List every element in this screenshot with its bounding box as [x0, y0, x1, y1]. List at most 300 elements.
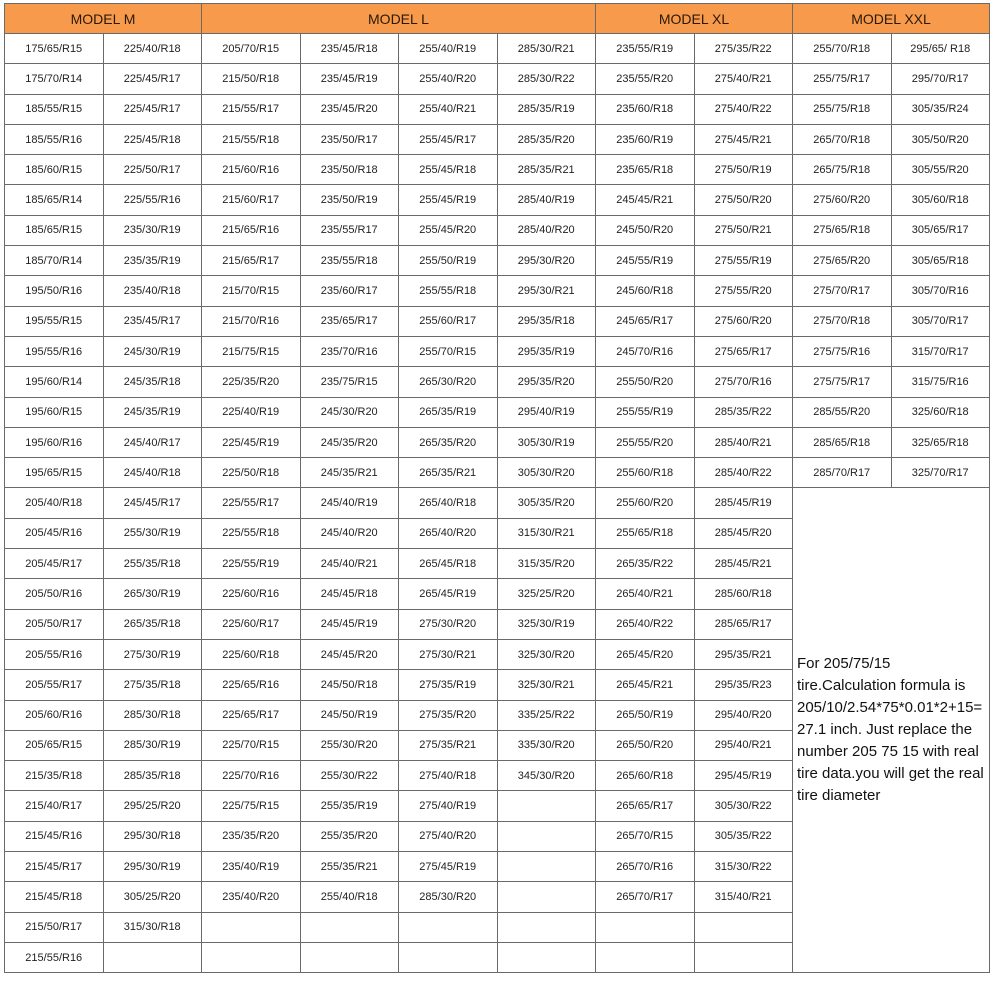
tire-size-cell: 215/55/R18: [202, 124, 301, 154]
tire-size-cell: 245/35/R20: [300, 427, 399, 457]
tire-size-cell: 265/70/R15: [596, 821, 695, 851]
tire-size-cell: 275/30/R21: [399, 639, 498, 669]
tire-size-cell: 335/25/R22: [497, 700, 596, 730]
tire-size-cell: 285/45/R21: [694, 549, 793, 579]
tire-size-cell: 235/40/R18: [103, 276, 202, 306]
tire-size-cell: 195/55/R15: [5, 306, 104, 336]
tire-size-cell: 215/75/R15: [202, 336, 301, 366]
tire-size-cell: 265/45/R19: [399, 579, 498, 609]
tire-size-cell: 285/30/R21: [497, 34, 596, 64]
tire-size-cell: 285/40/R20: [497, 215, 596, 245]
tire-size-cell: 295/65/ R18: [891, 34, 990, 64]
tire-size-cell: 235/40/R19: [202, 852, 301, 882]
tire-size-cell: 235/60/R17: [300, 276, 399, 306]
tire-size-cell: 185/65/R14: [5, 185, 104, 215]
tire-size-cell: 285/40/R21: [694, 427, 793, 457]
table-row: [5, 367, 990, 397]
tire-size-cell: 235/45/R18: [300, 34, 399, 64]
tire-size-cell: 225/60/R17: [202, 609, 301, 639]
tire-size-cell: 245/40/R18: [103, 458, 202, 488]
tire-size-cell: 225/55/R19: [202, 549, 301, 579]
tire-size-cell: 275/40/R21: [694, 64, 793, 94]
tire-size-cell: 235/75/R15: [300, 367, 399, 397]
tire-size-cell: 295/40/R19: [497, 397, 596, 427]
tire-size-cell: 205/50/R17: [5, 609, 104, 639]
table-row: [5, 336, 990, 366]
tire-size-cell: 245/50/R20: [596, 215, 695, 245]
tire-size-cell: 285/65/R18: [793, 427, 892, 457]
model-header-model-xl: MODEL XL: [596, 4, 793, 34]
tire-size-cell: 235/50/R19: [300, 185, 399, 215]
tire-size-cell: 225/65/R16: [202, 670, 301, 700]
tire-size-cell: 225/55/R17: [202, 488, 301, 518]
tire-size-cell: 175/65/R15: [5, 34, 104, 64]
tire-size-cell: 225/70/R16: [202, 761, 301, 791]
tire-size-cell: 315/75/R16: [891, 367, 990, 397]
tire-size-cell: 255/40/R21: [399, 94, 498, 124]
tire-size-cell: 225/45/R18: [103, 124, 202, 154]
tire-size-cell: 235/30/R19: [103, 215, 202, 245]
tire-size-cell: 265/45/R18: [399, 549, 498, 579]
tire-size-cell: 215/40/R17: [5, 791, 104, 821]
tire-size-cell: 275/50/R20: [694, 185, 793, 215]
tire-size-cell: 315/30/R21: [497, 518, 596, 548]
tire-size-cell: 325/65/R18: [891, 427, 990, 457]
tire-size-cell: 255/40/R20: [399, 64, 498, 94]
tire-size-cell: 275/65/R20: [793, 246, 892, 276]
tire-size-cell: 255/30/R22: [300, 761, 399, 791]
tire-size-cell: 305/50/R20: [891, 124, 990, 154]
tire-size-cell: 315/35/R20: [497, 549, 596, 579]
tire-size-cell: 315/70/R17: [891, 336, 990, 366]
tire-size-cell: [694, 942, 793, 972]
tire-size-cell: 245/55/R19: [596, 246, 695, 276]
tire-size-cell: 195/50/R16: [5, 276, 104, 306]
table-row: [5, 246, 990, 276]
tire-size-cell: 255/50/R20: [596, 367, 695, 397]
tire-size-cell: 265/70/R18: [793, 124, 892, 154]
tire-size-cell: 285/30/R20: [399, 882, 498, 912]
tire-size-cell: 285/30/R18: [103, 700, 202, 730]
tire-size-cell: 195/60/R15: [5, 397, 104, 427]
tire-size-cell: 275/35/R19: [399, 670, 498, 700]
tire-size-cell: 245/40/R20: [300, 518, 399, 548]
tire-size-cell: 265/70/R17: [596, 882, 695, 912]
tire-size-cell: 215/60/R16: [202, 155, 301, 185]
tire-size-cell: [497, 791, 596, 821]
tire-size-cell: 325/60/R18: [891, 397, 990, 427]
model-header-row: [5, 4, 990, 34]
tire-size-cell: 255/55/R19: [596, 397, 695, 427]
tire-size-cell: 265/30/R20: [399, 367, 498, 397]
table-row: [5, 64, 990, 94]
tire-size-cell: 215/50/R17: [5, 912, 104, 942]
tire-size-cell: 185/65/R15: [5, 215, 104, 245]
tire-size-cell: [300, 942, 399, 972]
tire-size-cell: 295/70/R17: [891, 64, 990, 94]
tire-size-cell: [497, 942, 596, 972]
tire-size-cell: [497, 912, 596, 942]
tire-size-cell: 205/55/R16: [5, 639, 104, 669]
tire-size-cell: 315/30/R22: [694, 852, 793, 882]
tire-size-cell: 225/45/R17: [103, 64, 202, 94]
diameter-formula-note: For 205/75/15 tire.Calculation formula is 205/10/2.54*75*0.01*2+15=27.1 inch. Just replace the number 205 75 15 with real tire data.you will get the real tire diameter: [793, 488, 990, 973]
tire-size-cell: [497, 852, 596, 882]
tire-size-cell: 205/70/R15: [202, 34, 301, 64]
tire-size-cell: 225/50/R17: [103, 155, 202, 185]
tire-size-cell: 295/35/R20: [497, 367, 596, 397]
tire-size-cell: 275/35/R21: [399, 730, 498, 760]
tire-size-cell: 305/25/R20: [103, 882, 202, 912]
tire-size-cell: 205/45/R17: [5, 549, 104, 579]
tire-size-cell: 265/50/R20: [596, 730, 695, 760]
tire-size-cell: 255/55/R18: [399, 276, 498, 306]
tire-size-cell: 305/30/R19: [497, 427, 596, 457]
tire-size-cell: 245/35/R18: [103, 367, 202, 397]
tire-size-cell: 255/65/R18: [596, 518, 695, 548]
tire-size-cell: 225/65/R17: [202, 700, 301, 730]
tire-size-cell: 265/40/R20: [399, 518, 498, 548]
tire-size-cell: 285/30/R19: [103, 730, 202, 760]
tire-size-cell: 265/45/R21: [596, 670, 695, 700]
tire-size-cell: 275/55/R20: [694, 276, 793, 306]
tire-size-cell: 295/30/R18: [103, 821, 202, 851]
tire-size-cell: 325/25/R20: [497, 579, 596, 609]
tire-size-cell: 275/60/R20: [694, 306, 793, 336]
tire-size-cell: 215/50/R18: [202, 64, 301, 94]
tire-size-cell: 275/40/R18: [399, 761, 498, 791]
tire-size-cell: 285/30/R22: [497, 64, 596, 94]
tire-size-cell: 255/60/R17: [399, 306, 498, 336]
tire-size-cell: 235/55/R17: [300, 215, 399, 245]
table-row: [5, 124, 990, 154]
tire-size-cell: 295/35/R23: [694, 670, 793, 700]
tire-size-cell: 245/65/R17: [596, 306, 695, 336]
tire-size-cell: 245/45/R19: [300, 609, 399, 639]
tire-size-cell: 305/35/R22: [694, 821, 793, 851]
tire-size-cell: 285/55/R20: [793, 397, 892, 427]
tire-size-cell: 305/35/R24: [891, 94, 990, 124]
table-row: [5, 488, 990, 518]
tire-size-cell: 295/30/R21: [497, 276, 596, 306]
tire-size-cell: 255/45/R17: [399, 124, 498, 154]
tire-size-cell: 265/35/R18: [103, 609, 202, 639]
tire-size-cell: 305/65/R18: [891, 246, 990, 276]
tire-size-cell: 265/50/R19: [596, 700, 695, 730]
tire-size-cell: 255/60/R18: [596, 458, 695, 488]
tire-size-cell: 255/75/R18: [793, 94, 892, 124]
tire-size-cell: 245/40/R21: [300, 549, 399, 579]
tire-size-cell: 325/30/R20: [497, 639, 596, 669]
tire-size-cell: 275/45/R19: [399, 852, 498, 882]
tire-size-cell: 185/55/R15: [5, 94, 104, 124]
tire-size-cell: 235/50/R18: [300, 155, 399, 185]
table-row: [5, 94, 990, 124]
tire-size-cell: [497, 821, 596, 851]
tire-size-cell: 255/70/R15: [399, 336, 498, 366]
tire-size-cell: 245/35/R21: [300, 458, 399, 488]
tire-size-cell: 275/50/R21: [694, 215, 793, 245]
tire-size-cell: [202, 942, 301, 972]
tire-size-cell: 235/60/R19: [596, 124, 695, 154]
tire-size-cell: 255/40/R18: [300, 882, 399, 912]
tire-size-cell: 195/60/R14: [5, 367, 104, 397]
tire-size-cell: 245/60/R18: [596, 276, 695, 306]
tire-size-cell: 185/55/R16: [5, 124, 104, 154]
tire-size-cell: 295/35/R21: [694, 639, 793, 669]
tire-size-cell: 245/50/R19: [300, 700, 399, 730]
tire-size-cell: 275/35/R20: [399, 700, 498, 730]
tire-size-cell: 295/30/R20: [497, 246, 596, 276]
table-row: [5, 397, 990, 427]
tire-size-cell: 265/70/R16: [596, 852, 695, 882]
tire-size-cell: 275/40/R20: [399, 821, 498, 851]
tire-size-cell: 245/45/R17: [103, 488, 202, 518]
tire-size-cell: 265/75/R18: [793, 155, 892, 185]
tire-size-cell: 275/75/R16: [793, 336, 892, 366]
tire-size-cell: 235/35/R20: [202, 821, 301, 851]
tire-size-cell: 305/60/R18: [891, 185, 990, 215]
tire-size-cell: [103, 942, 202, 972]
table-row: [5, 427, 990, 457]
tire-size-cell: 265/35/R20: [399, 427, 498, 457]
tire-size-cell: 215/55/R17: [202, 94, 301, 124]
tire-size-cell: 225/70/R15: [202, 730, 301, 760]
tire-size-cell: [399, 912, 498, 942]
tire-size-cell: 285/35/R22: [694, 397, 793, 427]
table-row: [5, 215, 990, 245]
tire-size-cell: 285/45/R20: [694, 518, 793, 548]
tire-size-cell: 275/45/R21: [694, 124, 793, 154]
tire-size-cell: 285/35/R19: [497, 94, 596, 124]
tire-size-cell: 255/40/R19: [399, 34, 498, 64]
tire-size-cell: 235/55/R18: [300, 246, 399, 276]
tire-size-cell: 345/30/R20: [497, 761, 596, 791]
tire-size-cell: 255/60/R20: [596, 488, 695, 518]
tire-size-cell: 305/70/R17: [891, 306, 990, 336]
tire-size-cell: 335/30/R20: [497, 730, 596, 760]
tire-size-cell: 235/35/R19: [103, 246, 202, 276]
tire-size-cell: 235/40/R20: [202, 882, 301, 912]
tire-size-cell: 225/45/R17: [103, 94, 202, 124]
tire-size-cell: 255/30/R20: [300, 730, 399, 760]
table-row: [5, 458, 990, 488]
tire-size-cell: 205/50/R16: [5, 579, 104, 609]
tire-size-cell: 285/40/R22: [694, 458, 793, 488]
tire-size-cell: 225/40/R19: [202, 397, 301, 427]
tire-size-cell: 285/35/R18: [103, 761, 202, 791]
tire-size-cell: 235/45/R19: [300, 64, 399, 94]
tire-size-cell: 205/60/R16: [5, 700, 104, 730]
tire-size-cell: 275/50/R19: [694, 155, 793, 185]
tire-size-table: [4, 3, 990, 973]
tire-size-cell: 255/35/R20: [300, 821, 399, 851]
tire-size-cell: 265/40/R21: [596, 579, 695, 609]
tire-size-cell: 245/45/R21: [596, 185, 695, 215]
tire-size-cell: 265/35/R19: [399, 397, 498, 427]
tire-size-cell: 235/65/R17: [300, 306, 399, 336]
tire-size-cell: 195/65/R15: [5, 458, 104, 488]
tire-size-cell: 255/75/R17: [793, 64, 892, 94]
tire-size-cell: 205/40/R18: [5, 488, 104, 518]
tire-size-cell: 195/55/R16: [5, 336, 104, 366]
tire-size-cell: 255/35/R21: [300, 852, 399, 882]
tire-size-cell: 305/30/R20: [497, 458, 596, 488]
tire-size-cell: 285/70/R17: [793, 458, 892, 488]
tire-size-cell: 255/45/R20: [399, 215, 498, 245]
tire-size-cell: 225/55/R16: [103, 185, 202, 215]
tire-size-cell: 185/70/R14: [5, 246, 104, 276]
tire-size-cell: 215/45/R16: [5, 821, 104, 851]
tire-size-cell: 215/55/R16: [5, 942, 104, 972]
tire-size-cell: 275/70/R16: [694, 367, 793, 397]
tire-size-cell: 225/35/R20: [202, 367, 301, 397]
tire-size-cell: 225/45/R19: [202, 427, 301, 457]
tire-size-cell: 245/30/R19: [103, 336, 202, 366]
tire-size-cell: 325/70/R17: [891, 458, 990, 488]
tire-size-cell: 275/70/R17: [793, 276, 892, 306]
tire-size-cell: 295/40/R20: [694, 700, 793, 730]
tire-size-cell: 285/35/R20: [497, 124, 596, 154]
tire-size-cell: 215/45/R18: [5, 882, 104, 912]
tire-size-cell: 215/70/R15: [202, 276, 301, 306]
tire-size-cell: 275/60/R20: [793, 185, 892, 215]
tire-size-cell: 315/40/R21: [694, 882, 793, 912]
tire-size-cell: 325/30/R21: [497, 670, 596, 700]
tire-size-cell: 285/45/R19: [694, 488, 793, 518]
tire-size-cell: 185/60/R15: [5, 155, 104, 185]
tire-size-cell: 275/70/R18: [793, 306, 892, 336]
tire-size-cell: 265/35/R21: [399, 458, 498, 488]
tire-size-cell: 235/70/R16: [300, 336, 399, 366]
tire-size-cell: [399, 942, 498, 972]
tire-size-cell: 205/45/R16: [5, 518, 104, 548]
tire-size-cell: [596, 912, 695, 942]
tire-size-cell: 295/40/R21: [694, 730, 793, 760]
tire-size-cell: 275/75/R17: [793, 367, 892, 397]
tire-size-cell: 245/45/R18: [300, 579, 399, 609]
tire-size-cell: 295/35/R18: [497, 306, 596, 336]
model-header-model-m: MODEL M: [5, 4, 202, 34]
tire-size-cell: 275/65/R18: [793, 215, 892, 245]
tire-size-cell: 215/35/R18: [5, 761, 104, 791]
tire-size-cell: [497, 882, 596, 912]
tire-size-cell: 235/55/R19: [596, 34, 695, 64]
tire-size-cell: 265/65/R17: [596, 791, 695, 821]
tire-size-cell: 235/60/R18: [596, 94, 695, 124]
tire-size-cell: 245/70/R16: [596, 336, 695, 366]
tire-size-cell: 285/60/R18: [694, 579, 793, 609]
table-row: [5, 306, 990, 336]
tire-size-cell: 255/45/R19: [399, 185, 498, 215]
tire-size-cell: 295/45/R19: [694, 761, 793, 791]
tire-size-cell: 275/35/R22: [694, 34, 793, 64]
tire-size-cell: 255/50/R19: [399, 246, 498, 276]
tire-size-cell: 275/30/R20: [399, 609, 498, 639]
tire-size-cell: [694, 912, 793, 942]
tire-size-cell: 225/60/R18: [202, 639, 301, 669]
tire-size-cell: 245/40/R19: [300, 488, 399, 518]
tire-size-cell: 285/40/R19: [497, 185, 596, 215]
tire-size-cell: 235/55/R20: [596, 64, 695, 94]
tire-size-cell: 315/30/R18: [103, 912, 202, 942]
tire-size-cell: 265/45/R20: [596, 639, 695, 669]
tire-size-cell: 245/50/R18: [300, 670, 399, 700]
tire-size-cell: 225/55/R18: [202, 518, 301, 548]
tire-size-cell: 295/35/R19: [497, 336, 596, 366]
tire-size-cell: 235/45/R17: [103, 306, 202, 336]
tire-size-cell: [596, 942, 695, 972]
tire-size-cell: [202, 912, 301, 942]
tire-size-cell: 255/35/R18: [103, 549, 202, 579]
tire-size-cell: 265/30/R19: [103, 579, 202, 609]
tire-size-cell: 225/50/R18: [202, 458, 301, 488]
table-row: [5, 34, 990, 64]
table-row: [5, 155, 990, 185]
table-row: [5, 276, 990, 306]
tire-size-cell: 225/40/R18: [103, 34, 202, 64]
tire-size-cell: 215/45/R17: [5, 852, 104, 882]
tire-size-cell: 305/55/R20: [891, 155, 990, 185]
model-header-model-xxl: MODEL XXL: [793, 4, 990, 34]
tire-size-cell: 265/40/R18: [399, 488, 498, 518]
tire-size-cell: 255/70/R18: [793, 34, 892, 64]
tire-size-cell: 295/25/R20: [103, 791, 202, 821]
tire-size-cell: 245/45/R20: [300, 639, 399, 669]
tire-size-body: [5, 34, 990, 973]
tire-size-cell: 265/60/R18: [596, 761, 695, 791]
tire-size-cell: 295/30/R19: [103, 852, 202, 882]
tire-size-cell: 235/45/R20: [300, 94, 399, 124]
tire-size-cell: 215/70/R16: [202, 306, 301, 336]
tire-size-cell: 225/60/R16: [202, 579, 301, 609]
tire-size-cell: 245/40/R17: [103, 427, 202, 457]
tire-size-cell: 275/40/R19: [399, 791, 498, 821]
tire-size-cell: 255/45/R18: [399, 155, 498, 185]
tire-size-cell: [300, 912, 399, 942]
tire-size-cell: 205/55/R17: [5, 670, 104, 700]
tire-size-cell: 305/35/R20: [497, 488, 596, 518]
tire-size-cell: 275/40/R22: [694, 94, 793, 124]
tire-size-cell: 235/65/R18: [596, 155, 695, 185]
tire-size-cell: 215/60/R17: [202, 185, 301, 215]
tire-size-cell: 305/70/R16: [891, 276, 990, 306]
tire-size-cell: 215/65/R17: [202, 246, 301, 276]
model-header-model-l: MODEL L: [202, 4, 596, 34]
tire-size-cell: 265/40/R22: [596, 609, 695, 639]
tire-size-cell: 285/65/R17: [694, 609, 793, 639]
tire-size-cell: 215/65/R16: [202, 215, 301, 245]
tire-size-cell: 255/35/R19: [300, 791, 399, 821]
tire-size-cell: 225/75/R15: [202, 791, 301, 821]
table-row: [5, 185, 990, 215]
tire-size-cell: 275/65/R17: [694, 336, 793, 366]
tire-size-cell: 205/65/R15: [5, 730, 104, 760]
tire-size-cell: 245/30/R20: [300, 397, 399, 427]
tire-size-cell: 235/50/R17: [300, 124, 399, 154]
tire-size-cell: 245/35/R19: [103, 397, 202, 427]
tire-size-cell: 305/30/R22: [694, 791, 793, 821]
tire-size-cell: 275/35/R18: [103, 670, 202, 700]
tire-size-cell: 175/70/R14: [5, 64, 104, 94]
tire-size-cell: 195/60/R16: [5, 427, 104, 457]
tire-size-cell: 255/30/R19: [103, 518, 202, 548]
tire-size-cell: 275/30/R19: [103, 639, 202, 669]
tire-size-cell: 325/30/R19: [497, 609, 596, 639]
tire-size-cell: 275/55/R19: [694, 246, 793, 276]
tire-size-cell: 255/55/R20: [596, 427, 695, 457]
tire-size-cell: 265/35/R22: [596, 549, 695, 579]
